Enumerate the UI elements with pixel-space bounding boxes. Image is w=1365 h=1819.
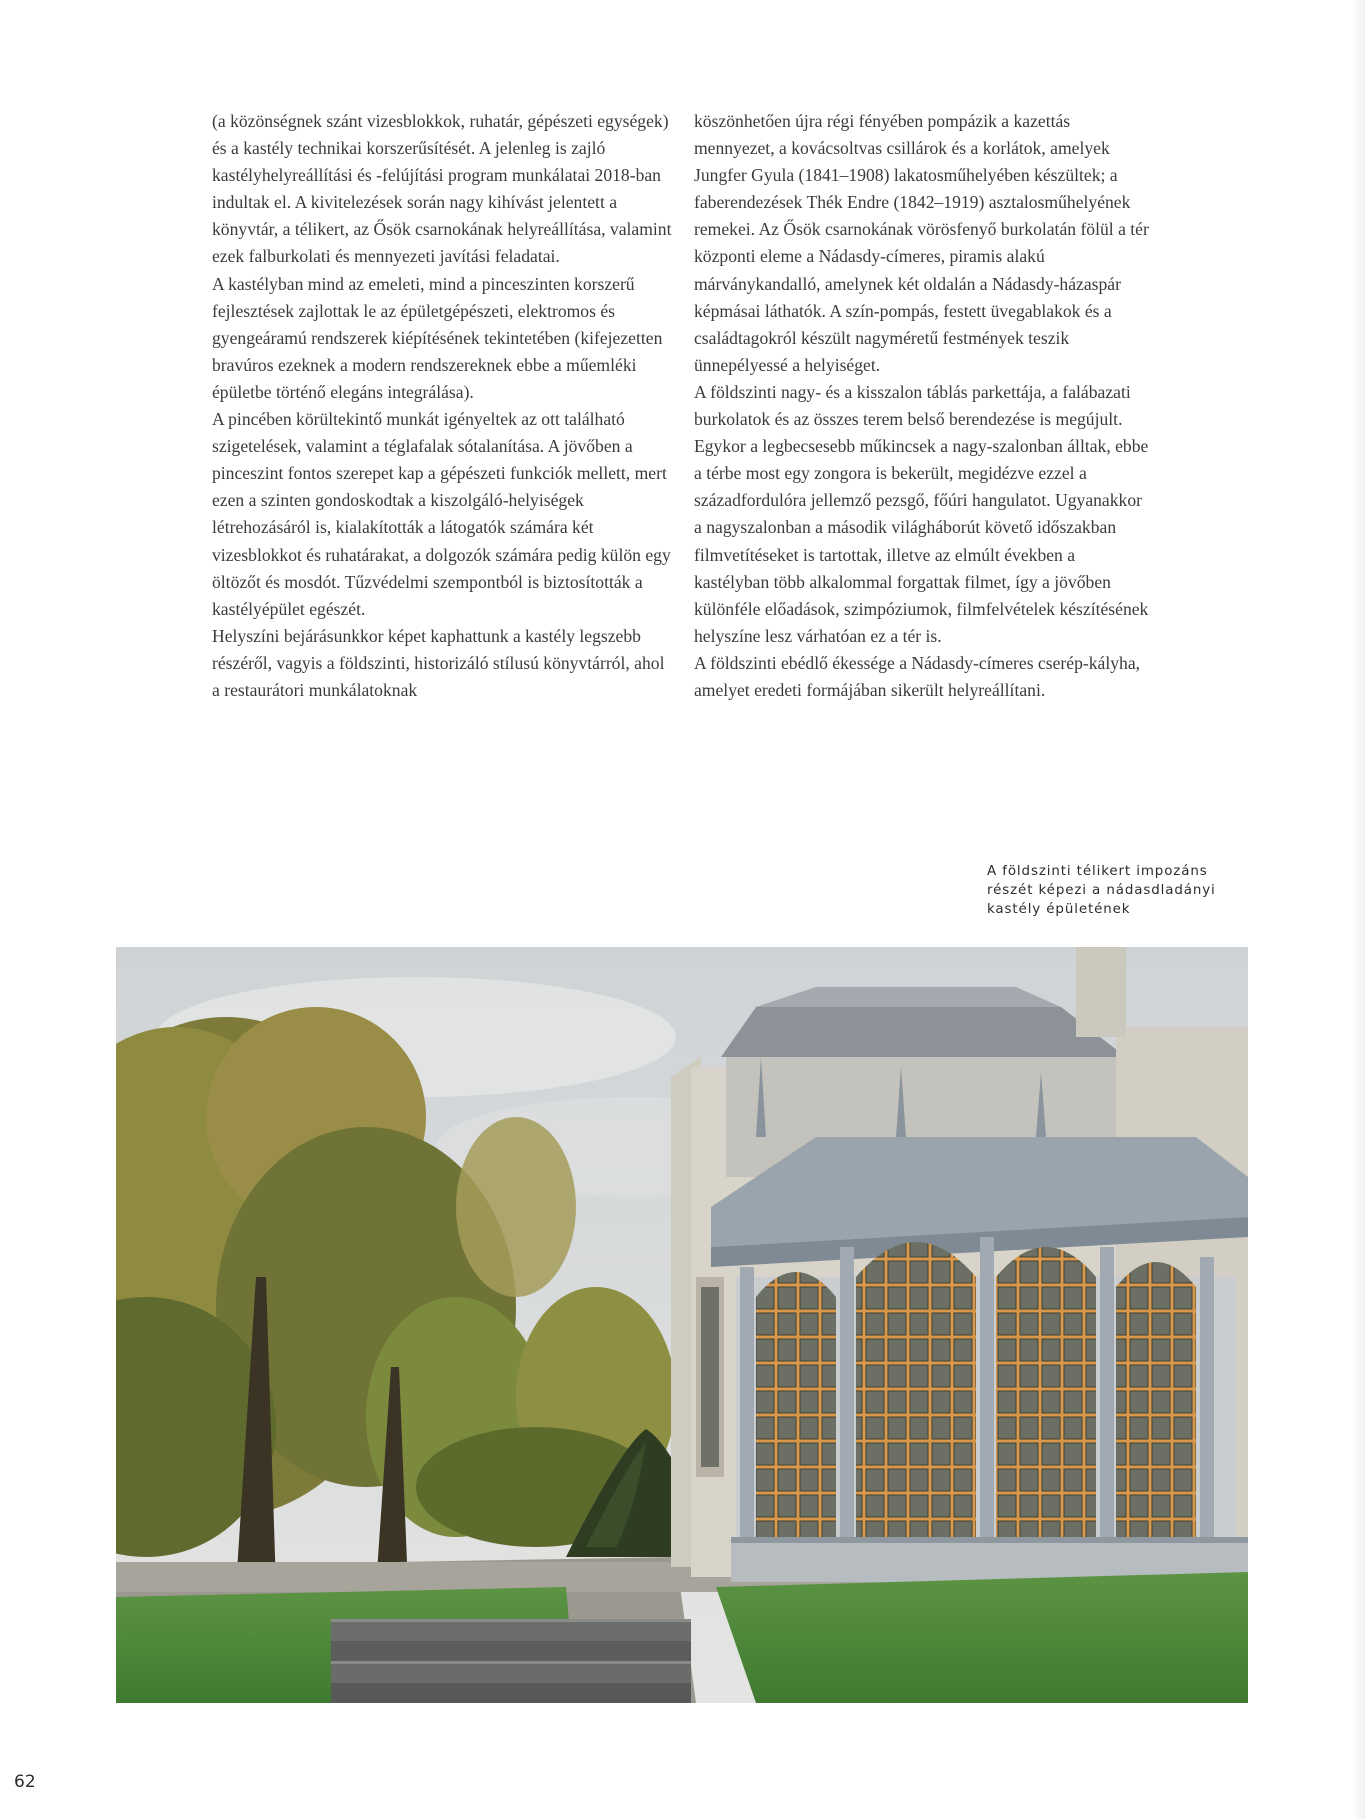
lawn-right (716, 1572, 1248, 1703)
stone-steps (331, 1619, 691, 1703)
paragraph: A pincében körültekintő munkát igényeltek az ott található szigetelések, valamint a téglafalak sótalanítása. A jövőben a pinceszint fontos szerepet kap a gépészeti funkciók mellett, mert ezen a szinten gondoskodtak a kiszolgáló-helyiségek létrehozásáról is, kialakították a látogatók számára két vizesblokkot és ruhatárakat, a dolgozók számára pedig külön egy öltözőt és mosdót. Tűzvédelmi szempontból is biztosították a kastélyépület egészét. (212, 409, 671, 619)
paragraph: köszönhetően újra régi fényében pompázik a kazettás mennyezet, a kovácsoltvas csillárok és a korlátok, amelyek Jungfer Gyula (1841–1908) lakatosműhelyében készültek; a faberendezések Thék Endre (1842–1919) asztalosműhelyének remekei. Az Ősök csarnokának vörösfenyő burkolatán fölül a tér központi eleme a Nádasdy-címeres, piramis alakú márványkandalló, amelynek két oldalán a Nádasdy-házaspár képmásai láthatók. A szín-pompás, festett üvegablakok és a családtagokról készült nagyméretű festmények teszik ünnepélyessé a helyiséget. (694, 111, 1149, 375)
paragraph: A kastélyban mind az emeleti, mind a pinceszinten korszerű fejlesztések zajlottak le az épületgépészeti, elektromos és gyengeáramú rendszerek kiépítésének tekintetében (kifejezetten bravúros ezeknek a modern rendszereknek ebbe a műemléki épületbe történő elegáns integrálása). (212, 273, 663, 402)
caption-line: kastély épületének (987, 902, 1131, 917)
caption-line: részét képezi a nádasdladányi (987, 883, 1216, 898)
text-column-left (212, 108, 672, 704)
caption-line: A földszinti télikert impozáns (987, 864, 1208, 879)
paragraph: A földszinti ebédlő ékessége a Nádasdy-címeres cserép-kályha, amelyet eredeti formájában sikerült helyreállítani. (694, 652, 1141, 700)
photo-illustration (116, 947, 1248, 1703)
text-column-right (694, 108, 1154, 704)
photo-caption (987, 862, 1217, 919)
page-number: 62 (14, 1772, 36, 1792)
photo-winter-garden (116, 947, 1248, 1703)
paragraph: (a közönségnek szánt vizesblokkok, ruhatár, gépészeti egységek) és a kastély technikai korszerűsítését. A jelenleg is zajló kastélyhelyreállítási és -felújítási program munkálatai 2018-ban indultak el. A kivitelezések során nagy kihívást jelentett a könyvtár, a télikert, az Ősök csarnokának helyreállítása, valamint ezek falburkolati és mennyezeti javítási feladatai. (212, 111, 672, 267)
paragraph: Helyszíni bejárásunkkor képet kaphattunk a kastély legszebb részéről, vagyis a földszinti, historizáló stílusú könyvtárról, ahol a restaurátori munkálatoknak (212, 625, 665, 700)
winter-garden-windows (731, 1237, 1248, 1582)
paragraph: A földszinti nagy- és a kisszalon táblás parkettája, a falábazati burkolatok és az összes terem belső berendezése is megújult. Egykor a legbecsesebb műkincsek a nagy-szalonban álltak, ebbe a térbe most egy zongora is bekerült, megidézve ezzel a századfordulóra jellemző pezsgő, főúri hangulatot. Ugyanakkor a nagyszalonban a második világháborút követő időszakban filmvetítéseket is tartottak, illetve az elmúlt években a kastélyban több alkalommal forgattak filmet, így a jövőben különféle előadások, szimpóziumok, filmfelvételek készítésének helyszíne lesz várhatóan ez a tér is. (694, 381, 1149, 646)
page-edge-shadow (1351, 0, 1365, 1819)
